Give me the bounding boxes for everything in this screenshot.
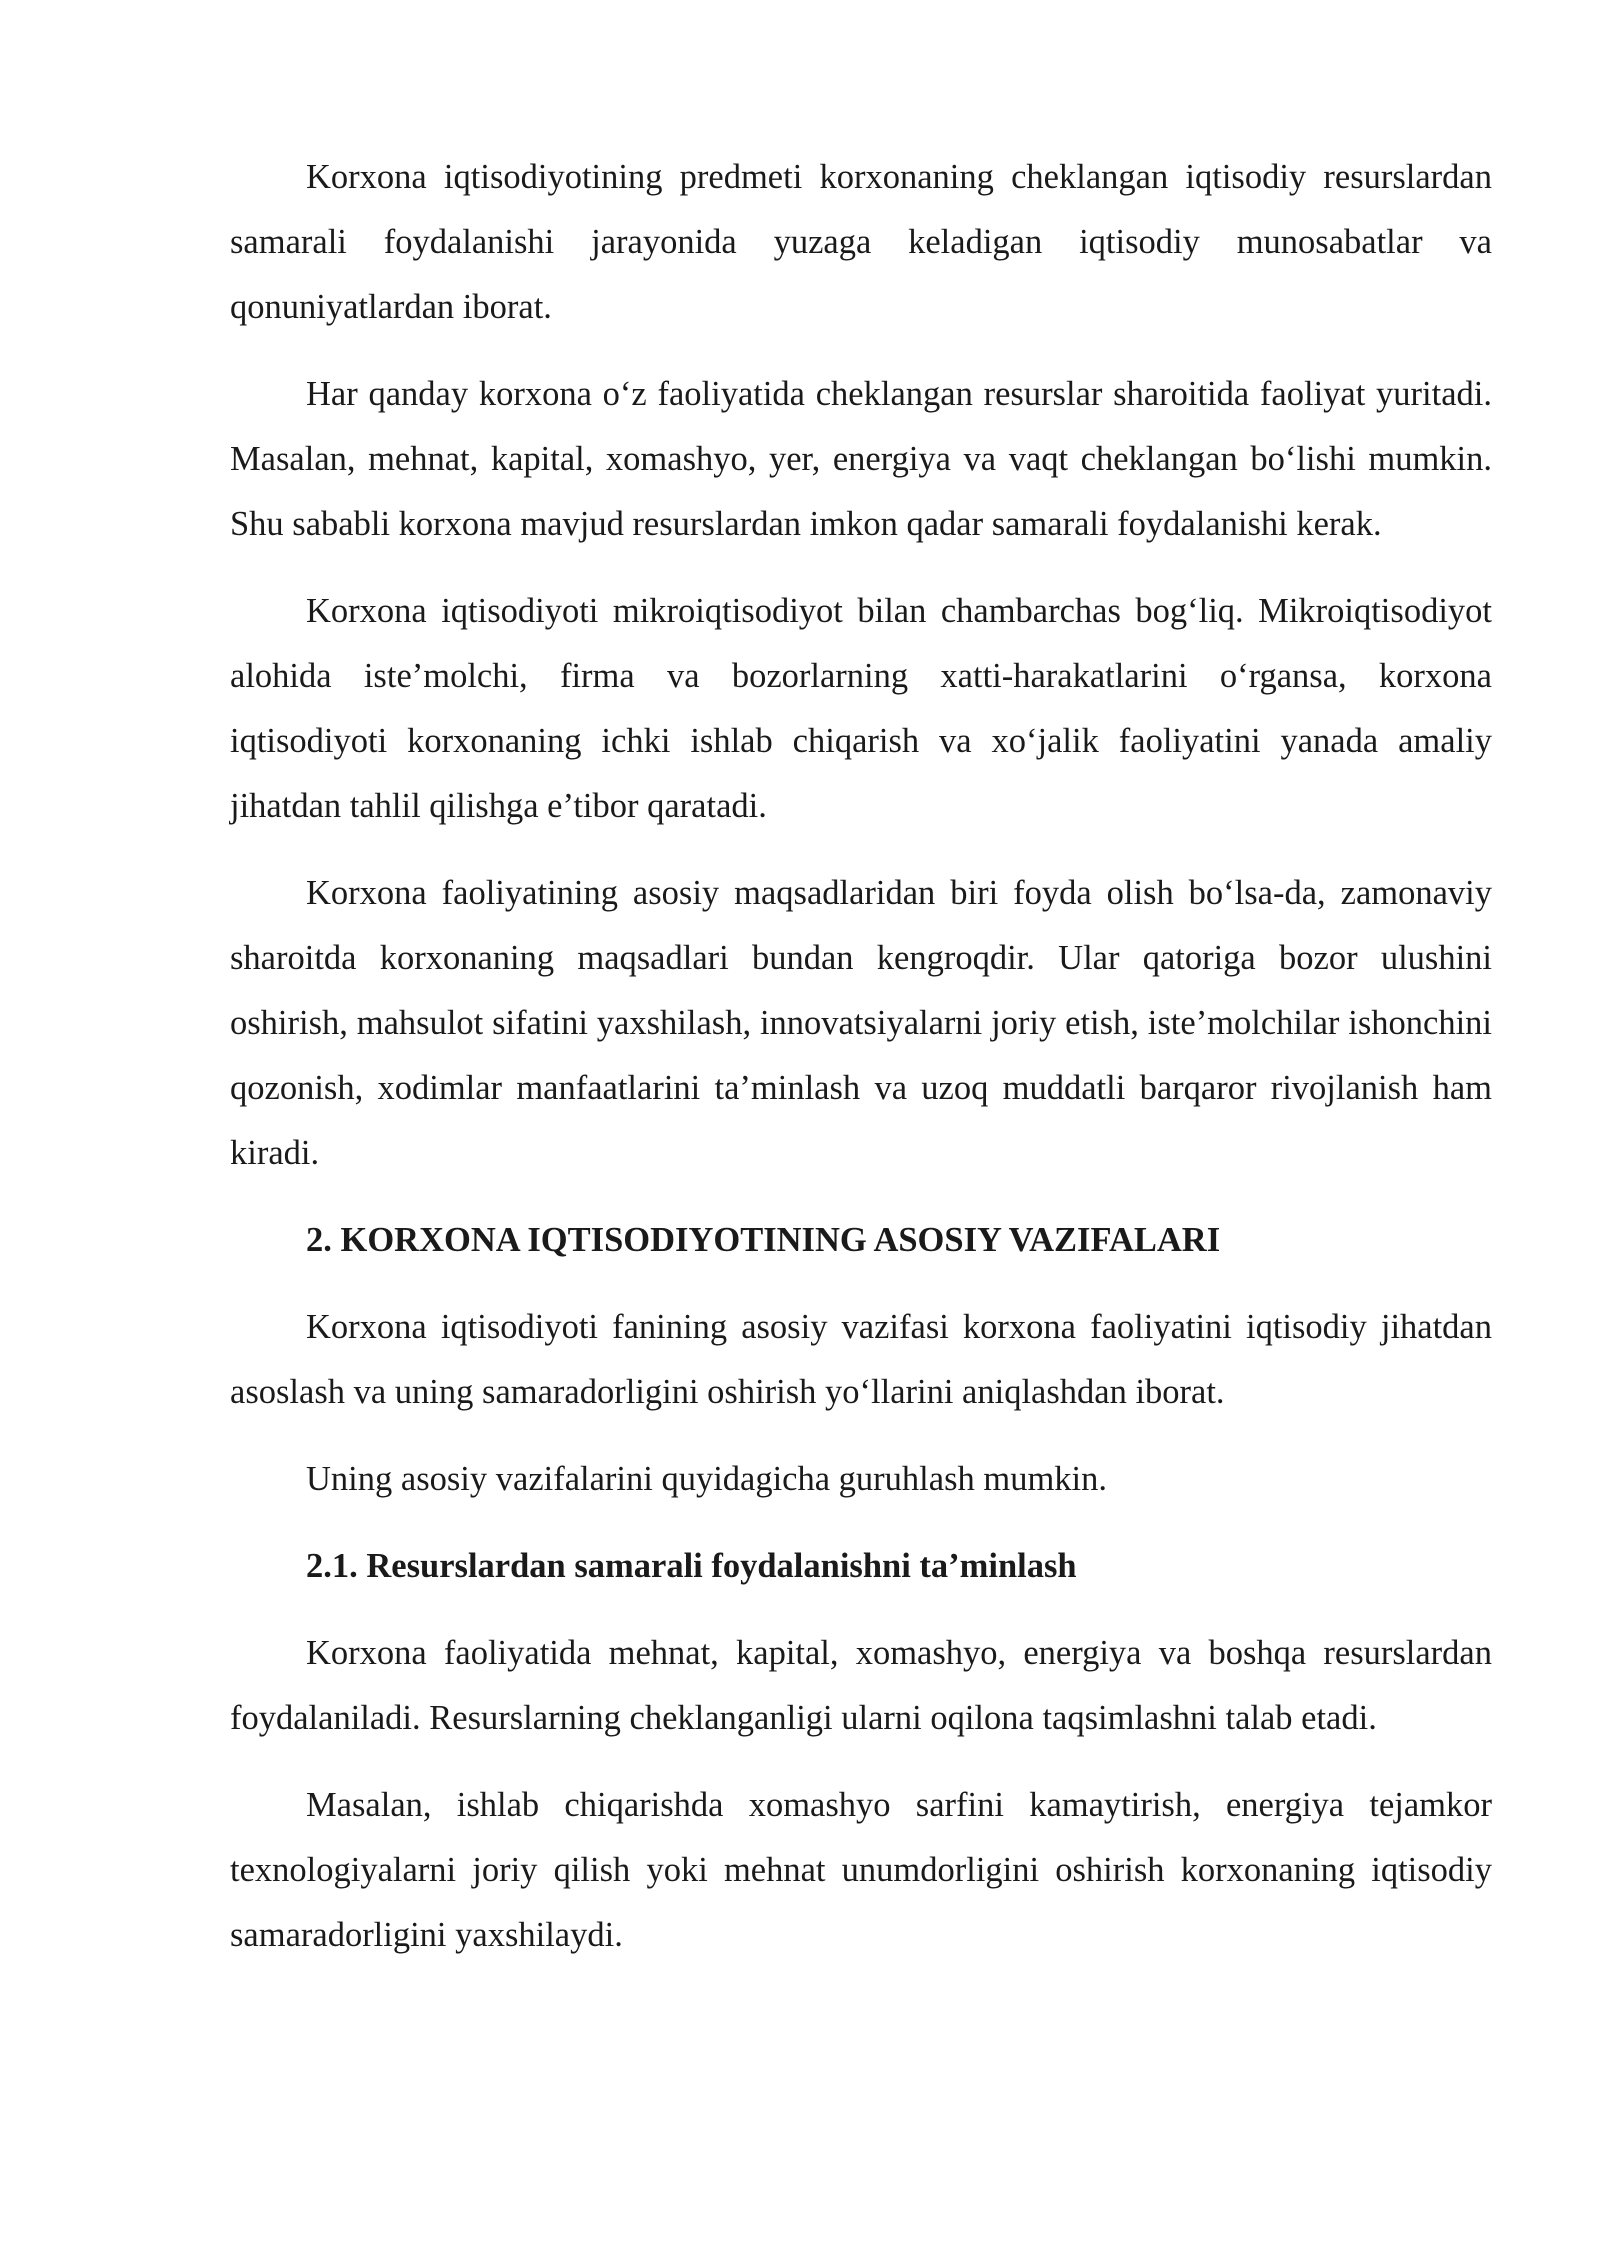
paragraph-guruhlash: Uning asosiy vazifalarini quyidagicha guruhlash mumkin. <box>306 1460 1107 1498</box>
subsection-heading-2-1: 2.1. Resurslardan samarali foydalanishni ta’minlash <box>306 1547 1077 1585</box>
paragraph-cheklangan-resurslar: Har qanday korxona o‘z faoliyatida cheklangan resurslar sharoitida faoliyat yuritadi. Masalan, mehnat, kapital, xomashyo, yer, energiya va vaqt cheklangan bo‘lishi mumkin. Shu sababli korxona mavjud resurslardan imkon qadar samarali foydalanishi kerak. <box>230 375 1492 543</box>
paragraph-asosiy-vazifa: Korxona iqtisodiyoti fanining asosiy vazifasi korxona faoliyatini iqtisodiy jihatdan asoslash va uning samaradorligini oshirish yo‘llarini aniqlashdan iborat. <box>230 1308 1492 1411</box>
paragraph-masalan: Masalan, ishlab chiqarishda xomashyo sarfini kamaytirish, energiya tejamkor texnologiyalarni joriy qilish yoki mehnat unumdorligini oshirish korxonaning iqtisodiy samaradorligini yaxshilaydi. <box>230 1786 1492 1954</box>
paragraph-mikroiqtisodiyot: Korxona iqtisodiyoti mikroiqtisodiyot bilan chambarchas bog‘liq. Mikroiqtisodiyot alohida iste’molchi, firma va bozorlarning xatti-harakatlarini o‘rgansa, korxona iqtisodiyoti korxonaning ichki ishlab chiqarish va xo‘jalik faoliyatini yanada amaliy jihatdan tahlil qilishga e’tibor qaratadi. <box>230 592 1492 825</box>
paragraph-predmet: Korxona iqtisodiyotining predmeti korxonaning cheklangan iqtisodiy resurslardan samarali foydalanishi jarayonida yuzaga keladigan iqtisodiy munosabatlar va qonuniyatlardan iborat. <box>230 158 1492 326</box>
paragraph-maqsadlar: Korxona faoliyatining asosiy maqsadlaridan biri foyda olish bo‘lsa-da, zamonaviy sharoitda korxonaning maqsadlari bundan kengroqdir. Ular qatoriga bozor ulushini oshirish, mahsulot sifatini yaxshilash, innovatsiyalarni joriy etish, iste’molchilar ishonchini qozonish, xodimlar manfaatlarini ta’minlash va uzoq muddatli barqaror rivojlanish ham kiradi. <box>230 874 1492 1172</box>
section-heading-2: 2. KORXONA IQTISODIYOTINING ASOSIY VAZIFALARI <box>306 1221 1221 1259</box>
paragraph-resurslar: Korxona faoliyatida mehnat, kapital, xomashyo, energiya va boshqa resurslardan foydalaniladi. Resurslarning cheklanganligi ularni oqilona taqsimlashni talab etadi. <box>230 1634 1492 1737</box>
document-body <box>230 145 1492 1990</box>
